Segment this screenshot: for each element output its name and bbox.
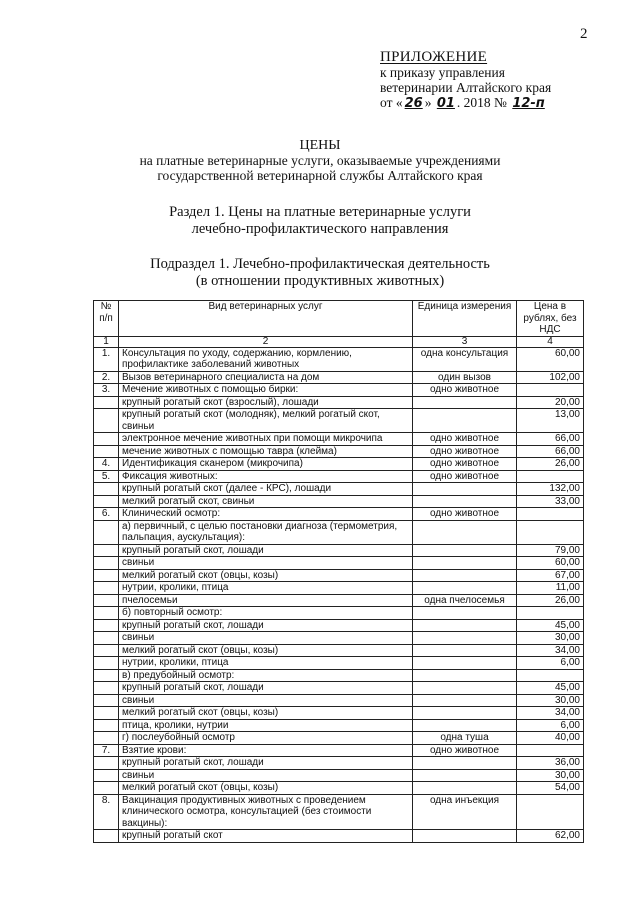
table-row [94, 769, 584, 782]
row-number: 7. [94, 744, 119, 757]
table-header-row [94, 301, 584, 337]
doc-number: 12-п [512, 96, 545, 111]
service-name: мелкий рогатый скот (овцы, козы) [119, 644, 413, 657]
appendix-line-1: к приказу управления [380, 65, 505, 80]
date-year: . 2018 № [456, 95, 507, 110]
table-row [94, 458, 584, 471]
service-name: Идентификация сканером (микрочипа) [119, 458, 413, 471]
service-name: крупный рогатый скот [119, 830, 413, 843]
price-value: 34,00 [517, 707, 584, 720]
unit-of-measure: один вызов [413, 371, 517, 384]
appendix-heading: ПРИЛОЖЕНИЕ [380, 49, 488, 65]
price-value: 30,00 [517, 694, 584, 707]
date-mid: » [424, 95, 432, 110]
table-row [94, 594, 584, 607]
table-row [94, 607, 584, 620]
unit-of-measure: одно животное [413, 445, 517, 458]
service-name: крупный рогатый скот, лошади [119, 544, 413, 557]
table-row [94, 669, 584, 682]
unit-of-measure [413, 719, 517, 732]
row-number [94, 594, 119, 607]
unit-of-measure: одно животное [413, 470, 517, 483]
price-table [93, 300, 584, 843]
header-unit: Единица измерения [413, 301, 517, 337]
unit-of-measure: одно животное [413, 744, 517, 757]
table-row [94, 396, 584, 409]
unit-of-measure [413, 495, 517, 508]
title-main: ЦЕНЫ [299, 138, 341, 153]
table-row [94, 582, 584, 595]
price-value: 26,00 [517, 594, 584, 607]
subsection-line-1: Подраздел 1. Лечебно-профилактическая деятельность [150, 256, 490, 272]
unit-of-measure [413, 657, 517, 670]
row-number: 6. [94, 508, 119, 521]
price-value: 26,00 [517, 458, 584, 471]
price-value: 40,00 [517, 732, 584, 745]
header-price: Цена в рублях, без НДС [517, 301, 584, 337]
unit-of-measure [413, 769, 517, 782]
unit-of-measure [413, 757, 517, 770]
table-row [94, 557, 584, 570]
section-line-1: Раздел 1. Цены на платные ветеринарные услуги [169, 204, 471, 220]
price-value: 60,00 [517, 347, 584, 371]
unit-of-measure: одно животное [413, 384, 517, 397]
price-value [517, 384, 584, 397]
service-name: крупный рогатый скот (молодняк), мелкий рогатый скот, свиньи [119, 409, 413, 433]
price-value: 20,00 [517, 396, 584, 409]
page-number: 2 [580, 26, 588, 42]
unit-of-measure: одна туша [413, 732, 517, 745]
table-row [94, 433, 584, 446]
service-name: Консультация по уходу, содержанию, кормлению, профилактике заболеваний животных [119, 347, 413, 371]
table-row [94, 371, 584, 384]
price-value: 62,00 [517, 830, 584, 843]
table-row [94, 384, 584, 397]
table-row [94, 470, 584, 483]
row-number [94, 644, 119, 657]
table-row [94, 483, 584, 496]
service-name: крупный рогатый скот (взрослый), лошади [119, 396, 413, 409]
table-row [94, 445, 584, 458]
unit-of-measure: одна инъекция [413, 794, 517, 830]
table-body [94, 347, 584, 842]
unit-of-measure [413, 782, 517, 795]
header-num: № п/п [94, 301, 119, 337]
unit-of-measure [413, 694, 517, 707]
row-number: 8. [94, 794, 119, 830]
price-value [517, 520, 584, 544]
service-name: птица, кролики, нутрии [119, 719, 413, 732]
unit-of-measure [413, 619, 517, 632]
row-number [94, 732, 119, 745]
service-name: крупный рогатый скот, лошади [119, 682, 413, 695]
row-number [94, 769, 119, 782]
appendix-line-2: ветеринарии Алтайского края [380, 80, 552, 95]
section-line-2: лечебно-профилактического направления [191, 221, 449, 237]
service-name: крупный рогатый скот, лошади [119, 757, 413, 770]
unit-of-measure: одно животное [413, 433, 517, 446]
price-value [517, 744, 584, 757]
table-row [94, 347, 584, 371]
table-row [94, 657, 584, 670]
service-name: мелкий рогатый скот (овцы, козы) [119, 782, 413, 795]
unit-of-measure [413, 396, 517, 409]
index-cell: 3 [413, 336, 517, 347]
table-row [94, 794, 584, 830]
row-number [94, 694, 119, 707]
service-name: Клинический осмотр: [119, 508, 413, 521]
unit-of-measure [413, 707, 517, 720]
table-row [94, 744, 584, 757]
subsection-heading [0, 256, 640, 290]
document-title [0, 138, 640, 183]
price-value: 6,00 [517, 657, 584, 670]
service-name: электронное мечение животных при помощи микрочипа [119, 433, 413, 446]
price-value: 67,00 [517, 569, 584, 582]
row-number: 4. [94, 458, 119, 471]
price-value: 66,00 [517, 433, 584, 446]
appendix-date-line [380, 95, 630, 111]
subsection-line-2: (в отношении продуктивных животных) [195, 273, 445, 289]
header-service: Вид ветеринарных услуг [119, 301, 413, 337]
price-value: 33,00 [517, 495, 584, 508]
price-value: 34,00 [517, 644, 584, 657]
price-value [517, 607, 584, 620]
row-number [94, 433, 119, 446]
service-name: мелкий рогатый скот (овцы, козы) [119, 707, 413, 720]
service-name: мелкий рогатый скот, свиньи [119, 495, 413, 508]
row-number [94, 557, 119, 570]
service-name: б) повторный осмотр: [119, 607, 413, 620]
unit-of-measure [413, 569, 517, 582]
unit-of-measure [413, 483, 517, 496]
row-number [94, 544, 119, 557]
section-heading [0, 204, 640, 238]
service-name: г) послеубойный осмотр [119, 732, 413, 745]
unit-of-measure [413, 520, 517, 544]
table-row [94, 644, 584, 657]
table-row [94, 719, 584, 732]
table-row [94, 632, 584, 645]
appendix-block [380, 50, 630, 111]
unit-of-measure [413, 669, 517, 682]
row-number: 5. [94, 470, 119, 483]
table-row [94, 694, 584, 707]
table-row [94, 757, 584, 770]
row-number [94, 445, 119, 458]
table-row [94, 830, 584, 843]
row-number [94, 632, 119, 645]
table-row [94, 569, 584, 582]
index-cell: 4 [517, 336, 584, 347]
row-number [94, 483, 119, 496]
price-value: 60,00 [517, 557, 584, 570]
table-row [94, 544, 584, 557]
price-value: 45,00 [517, 682, 584, 695]
row-number [94, 582, 119, 595]
row-number: 3. [94, 384, 119, 397]
price-value: 36,00 [517, 757, 584, 770]
unit-of-measure [413, 582, 517, 595]
table-row [94, 520, 584, 544]
price-value: 11,00 [517, 582, 584, 595]
service-name: свиньи [119, 769, 413, 782]
price-value [517, 669, 584, 682]
unit-of-measure [413, 557, 517, 570]
unit-of-measure [413, 830, 517, 843]
unit-of-measure: одна пчелосемья [413, 594, 517, 607]
price-value [517, 794, 584, 830]
service-name: а) первичный, с целью постановки диагноза (термометрия, пальпация, аускультация): [119, 520, 413, 544]
unit-of-measure [413, 644, 517, 657]
price-value: 30,00 [517, 769, 584, 782]
row-number [94, 782, 119, 795]
row-number [94, 682, 119, 695]
row-number: 1. [94, 347, 119, 371]
service-name: нутрии, кролики, птица [119, 657, 413, 670]
unit-of-measure [413, 632, 517, 645]
row-number [94, 619, 119, 632]
date-day: 26 [404, 96, 423, 111]
unit-of-measure [413, 607, 517, 620]
table-row [94, 707, 584, 720]
service-name: в) предубойный осмотр: [119, 669, 413, 682]
service-name: мечение животных с помощью тавра (клейма) [119, 445, 413, 458]
row-number [94, 669, 119, 682]
date-month: 01 [436, 96, 455, 111]
table-row [94, 508, 584, 521]
service-name: Вызов ветеринарного специалиста на дом [119, 371, 413, 384]
service-name: крупный рогатый скот, лошади [119, 619, 413, 632]
title-line-1: на платные ветеринарные услуги, оказываемые учреждениями [139, 153, 501, 168]
table-row [94, 409, 584, 433]
title-line-2: государственной ветеринарной службы Алтайского края [157, 168, 483, 183]
price-value: 54,00 [517, 782, 584, 795]
service-name: Взятие крови: [119, 744, 413, 757]
service-name: пчелосемьи [119, 594, 413, 607]
table-index-row [94, 336, 584, 347]
unit-of-measure: одна консультация [413, 347, 517, 371]
unit-of-measure [413, 409, 517, 433]
date-prefix: от « [380, 95, 403, 110]
price-value: 13,00 [517, 409, 584, 433]
unit-of-measure: одно животное [413, 508, 517, 521]
table-row [94, 782, 584, 795]
price-value: 132,00 [517, 483, 584, 496]
row-number: 2. [94, 371, 119, 384]
service-name: Вакцинация продуктивных животных с проведением клинического осмотра, консультацией (без стоимости вакцины): [119, 794, 413, 830]
price-value: 30,00 [517, 632, 584, 645]
service-name: Фиксация животных: [119, 470, 413, 483]
price-value: 45,00 [517, 619, 584, 632]
price-value: 66,00 [517, 445, 584, 458]
row-number [94, 657, 119, 670]
row-number [94, 707, 119, 720]
price-value: 6,00 [517, 719, 584, 732]
table-row [94, 682, 584, 695]
price-value [517, 470, 584, 483]
index-cell: 2 [119, 336, 413, 347]
service-name: Мечение животных с помощью бирки: [119, 384, 413, 397]
price-value [517, 508, 584, 521]
service-name: крупный рогатый скот (далее - КРС), лошади [119, 483, 413, 496]
row-number [94, 409, 119, 433]
service-name: нутрии, кролики, птица [119, 582, 413, 595]
row-number [94, 569, 119, 582]
table-row [94, 495, 584, 508]
table-row [94, 732, 584, 745]
index-cell: 1 [94, 336, 119, 347]
row-number [94, 830, 119, 843]
row-number [94, 520, 119, 544]
price-value: 79,00 [517, 544, 584, 557]
row-number [94, 757, 119, 770]
row-number [94, 396, 119, 409]
row-number [94, 495, 119, 508]
service-name: свиньи [119, 694, 413, 707]
unit-of-measure [413, 682, 517, 695]
row-number [94, 719, 119, 732]
service-name: свиньи [119, 632, 413, 645]
row-number [94, 607, 119, 620]
unit-of-measure: одно животное [413, 458, 517, 471]
unit-of-measure [413, 544, 517, 557]
price-value: 102,00 [517, 371, 584, 384]
service-name: свиньи [119, 557, 413, 570]
service-name: мелкий рогатый скот (овцы, козы) [119, 569, 413, 582]
table-row [94, 619, 584, 632]
